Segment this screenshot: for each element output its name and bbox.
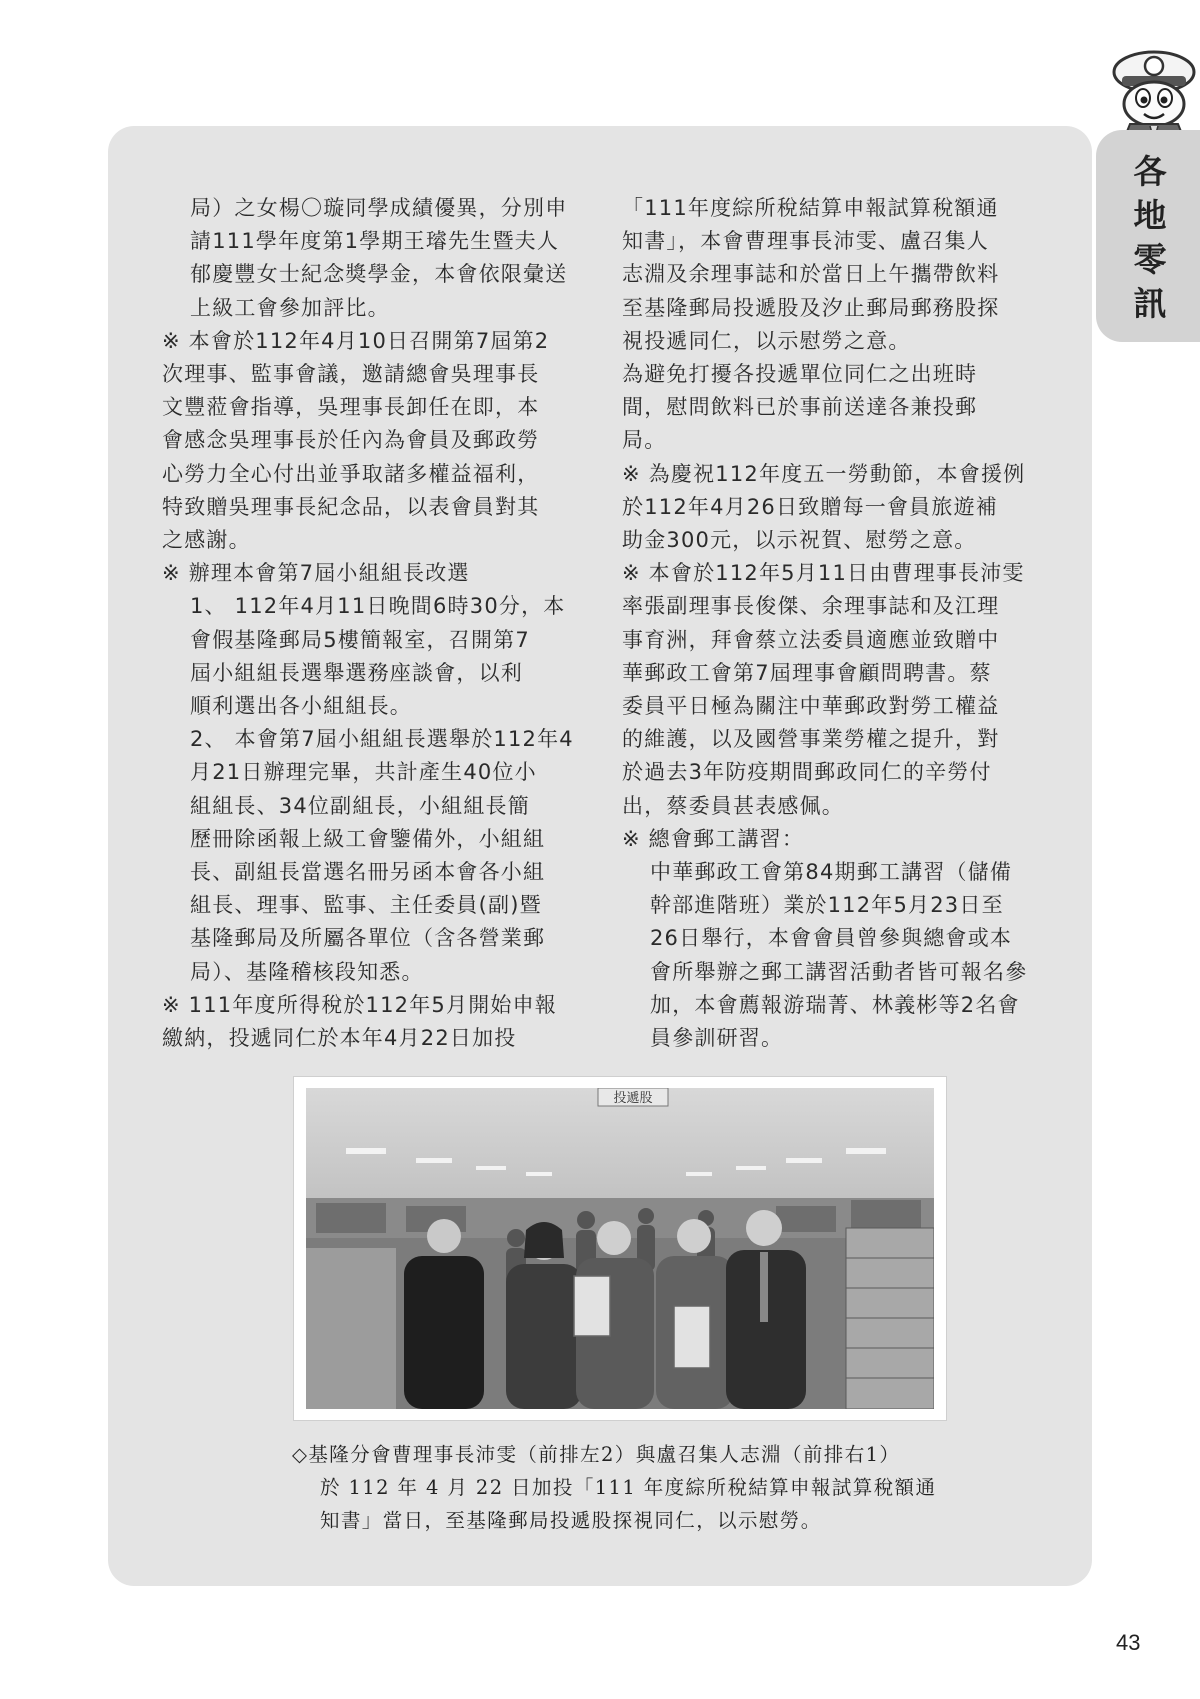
text-line: 間，慰問飲料已於事前送達各兼投郵 [622, 395, 978, 420]
text-line: 委員平日極為關注中華郵政對勞工權益 [622, 694, 1000, 719]
text-line: 知書」，本會曹理事長沛雯、盧召集人 [622, 229, 989, 254]
text-line: 為避免打擾各投遞單位同仁之出班時 [622, 362, 978, 387]
text-line: 上級工會參加評比。 [190, 295, 390, 320]
numbered-item-2 [162, 723, 574, 989]
text-line: 志淵及余理事誌和於當日上午攜帶飲料 [622, 262, 1000, 287]
text-line: 特致贈吳理事長紀念品，以表會員對其 [162, 494, 540, 519]
paragraph-training-detail [622, 856, 1034, 1055]
text-line: 於112年4月26日致贈每一會員旅遊補 [622, 494, 998, 519]
text-line: 會所舉辦之郵工講習活動者皆可報名參 [650, 959, 1028, 984]
photo-frame [294, 1077, 946, 1420]
text-line: 組組長、34位副組長，小組組長簡 [190, 793, 530, 818]
right-column [622, 192, 1034, 1055]
bullet-item-training [622, 823, 1034, 856]
photo-caption [292, 1438, 992, 1537]
text-line: 的維護，以及國營事業勞權之提升，對 [622, 727, 1000, 752]
text-line: 1、 112年4月11日晚間6時30分，本 [190, 594, 566, 619]
text-line: ※ 總會郵工講習： [622, 826, 805, 851]
numbered-item-1 [162, 590, 574, 723]
group-photo [306, 1088, 934, 1409]
section-tab-label [1118, 150, 1182, 326]
text-line: ※ 本會於112年5月11日由曹理事長沛雯 [622, 561, 1025, 586]
caption-line: 知書」當日，至基隆郵局投遞股探視同仁，以示慰勞。 [320, 1509, 822, 1532]
text-line: 幹部進階班）業於112年5月23日至 [650, 893, 1004, 918]
text-line: 順利選出各小組組長。 [190, 694, 412, 719]
section-tab-char: 訊 [1133, 284, 1167, 323]
text-line: 會假基隆郵局5樓簡報室，召開第7 [190, 627, 530, 652]
bullet-item-group-election [162, 557, 574, 590]
bullet-item-legislator-visit [622, 557, 1034, 823]
left-column [162, 192, 574, 1055]
text-line: 文豐蒞會指導，吳理事長卸任在即，本 [162, 395, 540, 420]
section-tab-char: 各 [1133, 152, 1167, 191]
text-line: ※ 本會於112年4月10日召開第7屆第2 [162, 328, 550, 353]
text-line: 繳納，投遞同仁於本年4月22日加投 [162, 1026, 517, 1051]
text-line: 局。 [622, 428, 667, 453]
photo-sign-text: 投遞股 [613, 1091, 653, 1106]
bullet-item-income-tax [162, 989, 574, 1055]
text-line: 事育洲，拜會蔡立法委員適應並致贈中 [622, 627, 1000, 652]
text-line: 2、 本會第7屆小組組長選舉於112年4 [190, 727, 574, 752]
text-line: 組長、理事、監事、主任委員(副)暨 [190, 893, 542, 918]
text-line: 「111年度綜所稅結算申報試算稅額通 [622, 196, 999, 220]
section-tab-char: 地 [1133, 196, 1167, 235]
bullet-item-labor-day [622, 458, 1034, 558]
text-line: 心勞力全心付出並爭取諸多權益福利， [162, 461, 540, 486]
text-line: 中華郵政工會第84期郵工講習（儲備 [650, 860, 1013, 885]
text-line: ※ 111年度所得稅於112年5月開始申報 [162, 992, 557, 1017]
text-line: 率張副理事長俊傑、余理事誌和及江理 [622, 594, 1000, 619]
text-line: 月21日辦理完畢，共計產生40位小 [190, 760, 537, 785]
section-tab-char: 零 [1133, 240, 1167, 279]
paragraph-drinks-note [622, 358, 1034, 458]
text-line: 至基隆郵局投遞股及汐止郵局郵務股探 [622, 295, 1000, 320]
text-line: 長、副組長當選名冊另函本會各小組 [190, 860, 546, 885]
text-line: 員參訓研習。 [650, 1026, 784, 1051]
text-line: 於過去3年防疫期間郵政同仁的辛勞付 [622, 760, 992, 785]
text-line: 加，本會薦報游瑞菁、林義彬等2名會 [650, 992, 1020, 1017]
text-line: 屆小組組長選舉選務座談會，以利 [190, 660, 523, 685]
paragraph-continuation [622, 192, 1034, 358]
text-line: 會感念吳理事長於任內為會員及郵政勞 [162, 428, 540, 453]
text-line: 華郵政工會第7屆理事會顧問聘書。蔡 [622, 660, 992, 685]
text-line: 助金300元，以示祝賀、慰勞之意。 [622, 528, 977, 553]
text-line: 局）、基隆稽核段知悉。 [190, 959, 424, 984]
paragraph-continuation [162, 192, 574, 325]
text-line: 視投遞同仁，以示慰勞之意。 [622, 328, 911, 353]
text-line: ※ 辦理本會第7屆小組組長改選 [162, 561, 470, 586]
text-line: ※ 為慶祝112年度五一勞動節，本會援例 [622, 461, 1026, 486]
text-line: 郁慶豐女士紀念獎學金，本會依限彙送 [190, 262, 568, 287]
text-line: 次理事、監事會議，邀請總會吳理事長 [162, 362, 540, 387]
text-line: 局）之女楊〇璇同學成績優異，分別申 [190, 196, 568, 220]
caption-line: ◇基隆分會曹理事長沛雯（前排左2）與盧召集人志淵（前排右1） [292, 1443, 901, 1466]
text-line: 之感謝。 [162, 528, 251, 553]
bullet-item-board-meeting [162, 325, 574, 557]
text-line: 出，蔡委員甚表感佩。 [622, 793, 844, 818]
page-number: 43 [1116, 1630, 1141, 1655]
text-line: 26日舉行，本會會員曾參與總會或本 [650, 926, 1013, 951]
text-line: 請111學年度第1學期王璿先生暨夫人 [190, 229, 560, 254]
text-line: 歷冊除函報上級工會鑒備外，小組組 [190, 826, 546, 851]
text-line: 基隆郵局及所屬各單位（含各營業郵 [190, 926, 546, 951]
caption-line: 於 112 年 4 月 22 日加投「111 年度綜所稅結算申報試算稅額通 [320, 1476, 937, 1499]
